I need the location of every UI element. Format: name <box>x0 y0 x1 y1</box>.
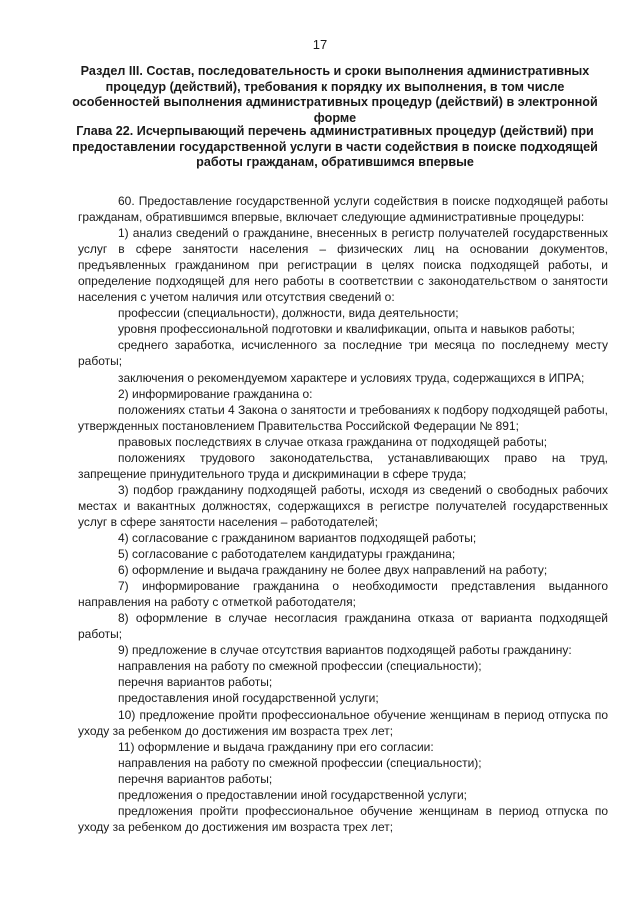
page-number: 17 <box>312 37 328 52</box>
paragraph: положениях трудового законодательства, устанавливающих право на труд, запрещение принудительного труда и дискриминации в сфере труда; <box>78 450 608 481</box>
paragraph: 10) предложение пройти профессиональное обучение женщинам в период отпуска по уходу за ребенком до достижения им возраста трех лет; <box>78 707 608 738</box>
paragraph: 7) информирование гражданина о необходимости представления выданного направления на работу с отметкой работодателя; <box>78 579 608 610</box>
paragraph: направления на работу по смежной профессии (специальности); <box>118 659 482 674</box>
paragraph: 4) согласование с гражданином вариантов подходящей работы; <box>118 530 477 545</box>
paragraph: 60. Предоставление государственной услуги содействия в поиске подходящей работы гражданам, обратившимся впервые, включает следующие административные процедуры: <box>78 194 608 225</box>
body-text <box>78 193 608 835</box>
paragraph: 8) оформление в случае несогласия гражданина отказа от варианта подходящей работы; <box>78 611 608 642</box>
paragraph: 5) согласование с работодателем кандидатуры гражданина; <box>118 547 456 562</box>
paragraph: предоставления иной государственной услуги; <box>118 691 379 706</box>
paragraph: перечня вариантов работы; <box>118 771 273 786</box>
paragraph: 11) оформление и выдача гражданину при его согласии: <box>118 739 434 754</box>
paragraph: перечня вариантов работы; <box>118 675 273 690</box>
paragraph: предложения пройти профессиональное обучение женщинам в период отпуска по уходу за ребенком до достижения им возраста трех лет; <box>78 803 608 834</box>
paragraph: направления на работу по смежной профессии (специальности); <box>118 755 482 770</box>
paragraph: положениях статьи 4 Закона о занятости и требованиях к подбору подходящей работы, утвержденных постановлением Правительства Российской Федерации № 891; <box>78 402 609 433</box>
paragraph: предложения о предоставлении иной государственной услуги; <box>118 787 468 802</box>
paragraph: правовых последствиях в случае отказа гражданина от подходящей работы; <box>118 434 548 449</box>
chapter-heading: Глава 22. Исчерпывающий перечень административных процедур (действий) при предоставлении государственной услуги в части содействия в поиске подходящей работы гражданам, обратившимся впервые <box>72 124 598 170</box>
paragraph: заключения о рекомендуемом характере и условиях труда, содержащихся в ИПРА; <box>118 370 585 385</box>
paragraph: 9) предложение в случае отсутствия вариантов подходящей работы гражданину: <box>118 643 572 658</box>
paragraph: 6) оформление и выдача гражданину не более двух направлений на работу; <box>118 563 548 578</box>
paragraph: 1) анализ сведений о гражданине, внесенных в регистр получателей государственных услуг в сфере занятости населения – физических лиц на основании документов, предъявленных гражданином при регистрации в целях поиска подходящей работы, и определение подходящей для него работы в соответствии с законодательством о занятости населения с учетом наличия или отсутствия сведений о: <box>78 226 608 305</box>
paragraph: 3) подбор гражданину подходящей работы, исходя из сведений о свободных рабочих местах и вакантных должностях, содержащихся в регистре получателей государственных услуг в сфере занятости населения – работодателей; <box>78 482 608 529</box>
paragraph: уровня профессиональной подготовки и квалификации, опыта и навыков работы; <box>118 322 575 337</box>
paragraph: 2) информирование гражданина о: <box>118 386 313 401</box>
paragraph: профессии (специальности), должности, вида деятельности; <box>118 306 459 321</box>
paragraph: среднего заработка, исчисленного за последние три месяца по последнему месту работы; <box>78 338 608 369</box>
section-heading: Раздел III. Состав, последовательность и сроки выполнения административных процедур (действий), требования к порядку их выполнения, в том числе особенностей выполнения административных процедур (действий) в электронной форме <box>72 64 598 125</box>
